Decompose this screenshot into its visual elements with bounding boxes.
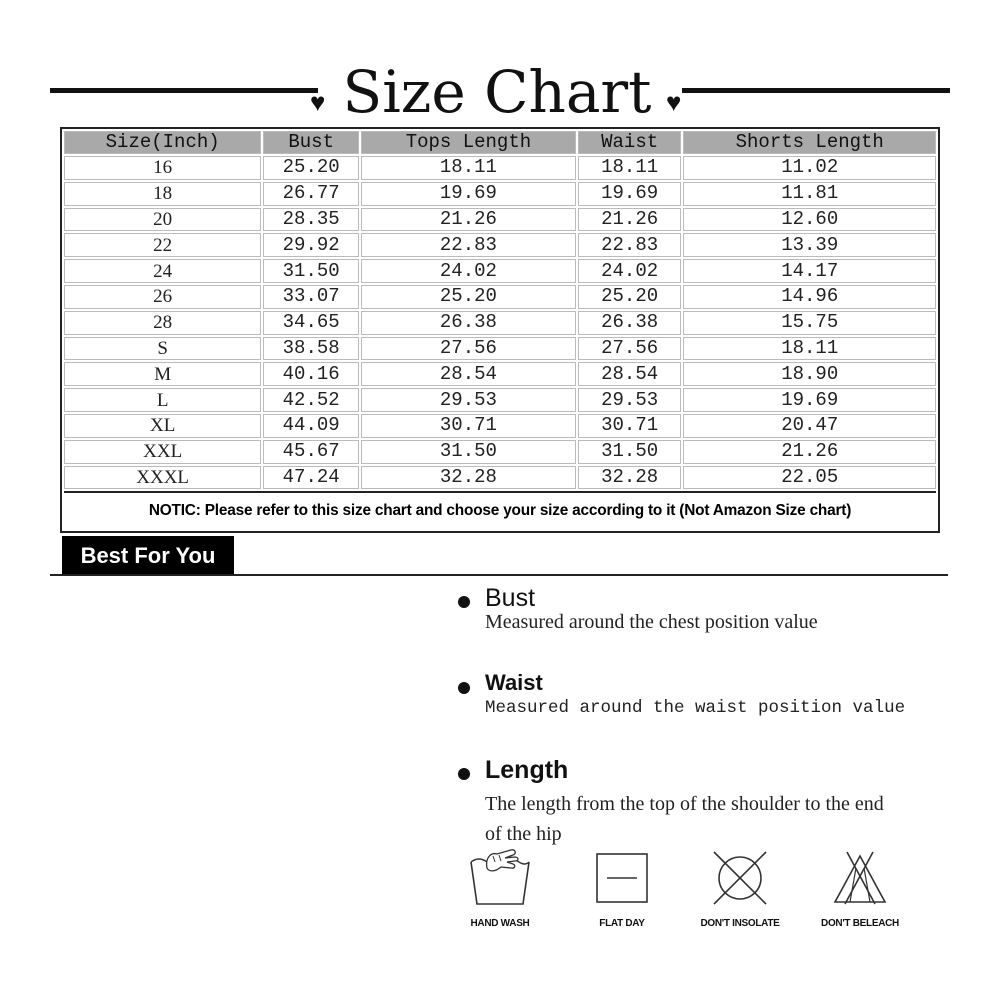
table-row (64, 362, 936, 386)
column-header-bust: Bust (263, 131, 359, 154)
cell-bust: 31.50 (263, 259, 359, 283)
size-notice: NOTIC: Please refer to this size chart and choose your size according to it (Not Amazon Size chart) (64, 491, 936, 529)
cell-shorts-length: 13.39 (683, 233, 936, 257)
cell-size: 24 (64, 259, 261, 283)
column-header-size: Size(Inch) (64, 131, 261, 154)
table-row (64, 414, 936, 438)
cell-tops-length: 32.28 (361, 466, 576, 490)
cell-tops-length: 24.02 (361, 259, 576, 283)
bust-heading: Bust (485, 584, 536, 612)
dont-bleach-icon (825, 848, 895, 906)
cell-shorts-length: 12.60 (683, 208, 936, 232)
care-dont-insolate (685, 848, 795, 929)
cell-waist: 32.28 (578, 466, 682, 490)
cell-bust: 42.52 (263, 388, 359, 412)
cell-bust: 25.20 (263, 156, 359, 180)
cell-tops-length: 25.20 (361, 285, 576, 309)
cell-waist: 26.38 (578, 311, 682, 335)
notice-row (64, 491, 936, 529)
title-rule-right (682, 88, 950, 93)
cell-shorts-length: 21.26 (683, 440, 936, 464)
cell-tops-length: 18.11 (361, 156, 576, 180)
cell-shorts-length: 19.69 (683, 388, 936, 412)
cell-bust: 38.58 (263, 337, 359, 361)
length-text: The length from the top of the shoulder to the end of the hip (485, 793, 884, 845)
title-banner (0, 52, 1000, 132)
length-heading: Length (485, 756, 569, 784)
care-flat-dry (567, 848, 677, 929)
cell-waist: 30.71 (578, 414, 682, 438)
table-row (64, 156, 936, 180)
cell-shorts-length: 20.47 (683, 414, 936, 438)
cell-tops-length: 19.69 (361, 182, 576, 206)
cell-size: 20 (64, 208, 261, 232)
cell-waist: 21.26 (578, 208, 682, 232)
column-header-waist: Waist (578, 131, 682, 154)
cell-tops-length: 29.53 (361, 388, 576, 412)
cell-bust: 47.24 (263, 466, 359, 490)
heart-icon: ♥ (310, 88, 326, 117)
cell-shorts-length: 11.81 (683, 182, 936, 206)
cell-bust: 33.07 (263, 285, 359, 309)
cell-tops-length: 31.50 (361, 440, 576, 464)
cell-size: M (64, 362, 261, 386)
table-row (64, 337, 936, 361)
cell-tops-length: 27.56 (361, 337, 576, 361)
table-row (64, 440, 936, 464)
cell-size: S (64, 337, 261, 361)
cell-shorts-length: 15.75 (683, 311, 936, 335)
cell-tops-length: 21.26 (361, 208, 576, 232)
cell-bust: 44.09 (263, 414, 359, 438)
cell-size: XL (64, 414, 261, 438)
cell-waist: 25.20 (578, 285, 682, 309)
cell-waist: 29.53 (578, 388, 682, 412)
hand-wash-label: HAND WASH (470, 918, 530, 929)
flat-dry-label: FLAT DAY (599, 918, 645, 929)
bullet-icon (458, 596, 470, 608)
cell-shorts-length: 14.96 (683, 285, 936, 309)
heart-icon: ♥ (666, 88, 682, 117)
title-rule-left (50, 88, 318, 93)
cell-size: 28 (64, 311, 261, 335)
cell-waist: 24.02 (578, 259, 682, 283)
table-row (64, 388, 936, 412)
cell-tops-length: 22.83 (361, 233, 576, 257)
table-row (64, 259, 936, 283)
hand-wash-icon (465, 848, 535, 906)
page-title: Size Chart (342, 58, 652, 126)
dont-insolate-icon (705, 848, 775, 906)
cell-size: XXXL (64, 466, 261, 490)
cell-waist: 31.50 (578, 440, 682, 464)
cell-tops-length: 28.54 (361, 362, 576, 386)
cell-bust: 29.92 (263, 233, 359, 257)
cell-size: L (64, 388, 261, 412)
cell-bust: 40.16 (263, 362, 359, 386)
cell-tops-length: 30.71 (361, 414, 576, 438)
table-row (64, 311, 936, 335)
cell-shorts-length: 11.02 (683, 156, 936, 180)
waist-heading: Waist (485, 670, 543, 695)
column-header-shorts-length: Shorts Length (683, 131, 936, 154)
cell-tops-length: 26.38 (361, 311, 576, 335)
dont-bleach-label: DON'T BELEACH (821, 918, 899, 929)
cell-waist: 28.54 (578, 362, 682, 386)
waist-text: Measured around the waist position value (485, 698, 906, 718)
cell-bust: 28.35 (263, 208, 359, 232)
cell-waist: 22.83 (578, 233, 682, 257)
cell-size: 26 (64, 285, 261, 309)
column-header-tops-length: Tops Length (361, 131, 576, 154)
cell-shorts-length: 22.05 (683, 466, 936, 490)
table-header-row (64, 131, 936, 154)
cell-bust: 34.65 (263, 311, 359, 335)
cell-size: 22 (64, 233, 261, 257)
cell-shorts-length: 14.17 (683, 259, 936, 283)
care-dont-bleach (805, 848, 915, 929)
section-divider (50, 574, 948, 576)
table-row (64, 285, 936, 309)
bust-text: Measured around the chest position value (485, 611, 818, 633)
flat-dry-icon (587, 848, 657, 906)
cell-size: 18 (64, 182, 261, 206)
cell-shorts-length: 18.11 (683, 337, 936, 361)
cell-size: XXL (64, 440, 261, 464)
bullet-icon (458, 682, 470, 694)
care-hand-wash (445, 848, 555, 929)
cell-size: 16 (64, 156, 261, 180)
bullet-icon (458, 768, 470, 780)
table-row (64, 233, 936, 257)
best-for-you-tag: Best For You (62, 536, 234, 576)
cell-bust: 45.67 (263, 440, 359, 464)
dont-insolate-label: DON'T INSOLATE (700, 918, 780, 929)
table-row (64, 208, 936, 232)
table-row (64, 466, 936, 490)
cell-waist: 27.56 (578, 337, 682, 361)
cell-bust: 26.77 (263, 182, 359, 206)
table-row (64, 182, 936, 206)
cell-shorts-length: 18.90 (683, 362, 936, 386)
size-table (60, 127, 940, 533)
cell-waist: 18.11 (578, 156, 682, 180)
cell-waist: 19.69 (578, 182, 682, 206)
